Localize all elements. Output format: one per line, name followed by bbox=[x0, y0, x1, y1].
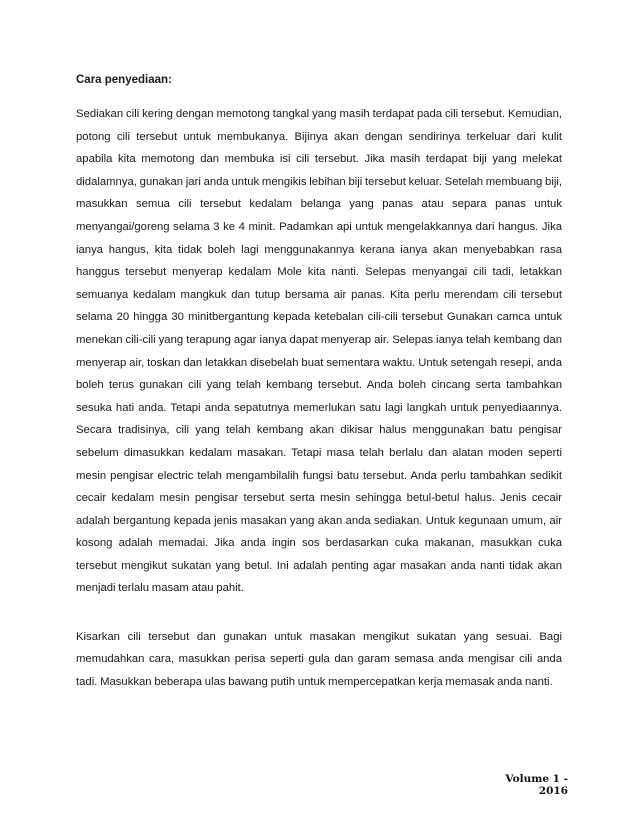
footer-volume-label: Volume 1 - 2016 bbox=[505, 773, 568, 797]
body-paragraph-1: Sediakan cili kering dengan memotong tangkal yang masih terdapat pada cili tersebut. Kemudian, potong cili tersebut untuk membukanya. Bijinya akan dengan sendirinya terkeluar dari kulit apabila kita memotong dan membuka isi cili tersebut. Jika masih terdapat biji yang melekat didalamnya, gunakan jari anda untuk mengikis lebihan biji tersebut keluar. Setelah membuang biji, masukkan semua cili tersebut kedalam belanga yang panas atau separa panas untuk menyangai/goreng selama 3 ke 4 minit. Padamkan api untuk mengelakkannya dari hangus. Jika ianya hangus, kita tidak boleh lagi menggunakannya kerana ianya akan menyebabkan rasa hanggus tersebut menyerap kedalam Mole kita nanti. Selepas menyangai cili tadi, letakkan semuanya kedalam mangkuk dan tutup bersama air panas. Kita perlu merendam cili tersebut selama 20 hingga 30 minitbergantung kepada ketebalan cili-cili tersebut Gunakan camca untuk menekan cili-cili yang terapung agar ianya dapat menyerap air. Selepas ianya telah kembang dan menyerap air, toskan dan letakkan disebelah buat sementara waktu. Untuk setengah resepi, anda boleh terus gunakan cili yang telah kembang tersebut. Anda boleh cincang serta tambahkan sesuka hati anda. Tetapi anda sepatutnya memerlukan satu lagi langkah untuk penyediaannya. Secara tradisinya, cili yang telah kembang akan dikisar halus menggunakan batu pengisar sebelum dimasukkan kedalam masakan. Tetapi masa telah berlalu dan alatan moden seperti mesin pengisar electric telah mengambilalih fungsi batu tersebut. Anda perlu tambahkan sedikit cecair kedalam mesin pengisar tersebut serta mesin sehingga betul-betul halus. Jenis cecair adalah bergantung kepada jenis masakan yang akan anda sediakan. Untuk kegunaan umum, air kosong adalah memadai. Jika anda ingin sos berdasarkan cuka makanan, masukkan cuka tersebut mengikut sukatan yang betul. Ini adalah penting agar masakan anda nanti tidak akan menjadi terlalu masam atau pahit. bbox=[76, 108, 562, 595]
section-heading: Cara penyediaan: bbox=[76, 74, 172, 86]
body-paragraph-2: Kisarkan cili tersebut dan gunakan untuk masakan mengikut sukatan yang sesuai. Bagi memudahkan cara, masukkan perisa seperti gula dan garam semasa anda mengisar cili anda tadi. Masukkan beberapa ulas bawang putih untuk mempercepatkan kerja memasak anda nanti. bbox=[76, 631, 562, 688]
